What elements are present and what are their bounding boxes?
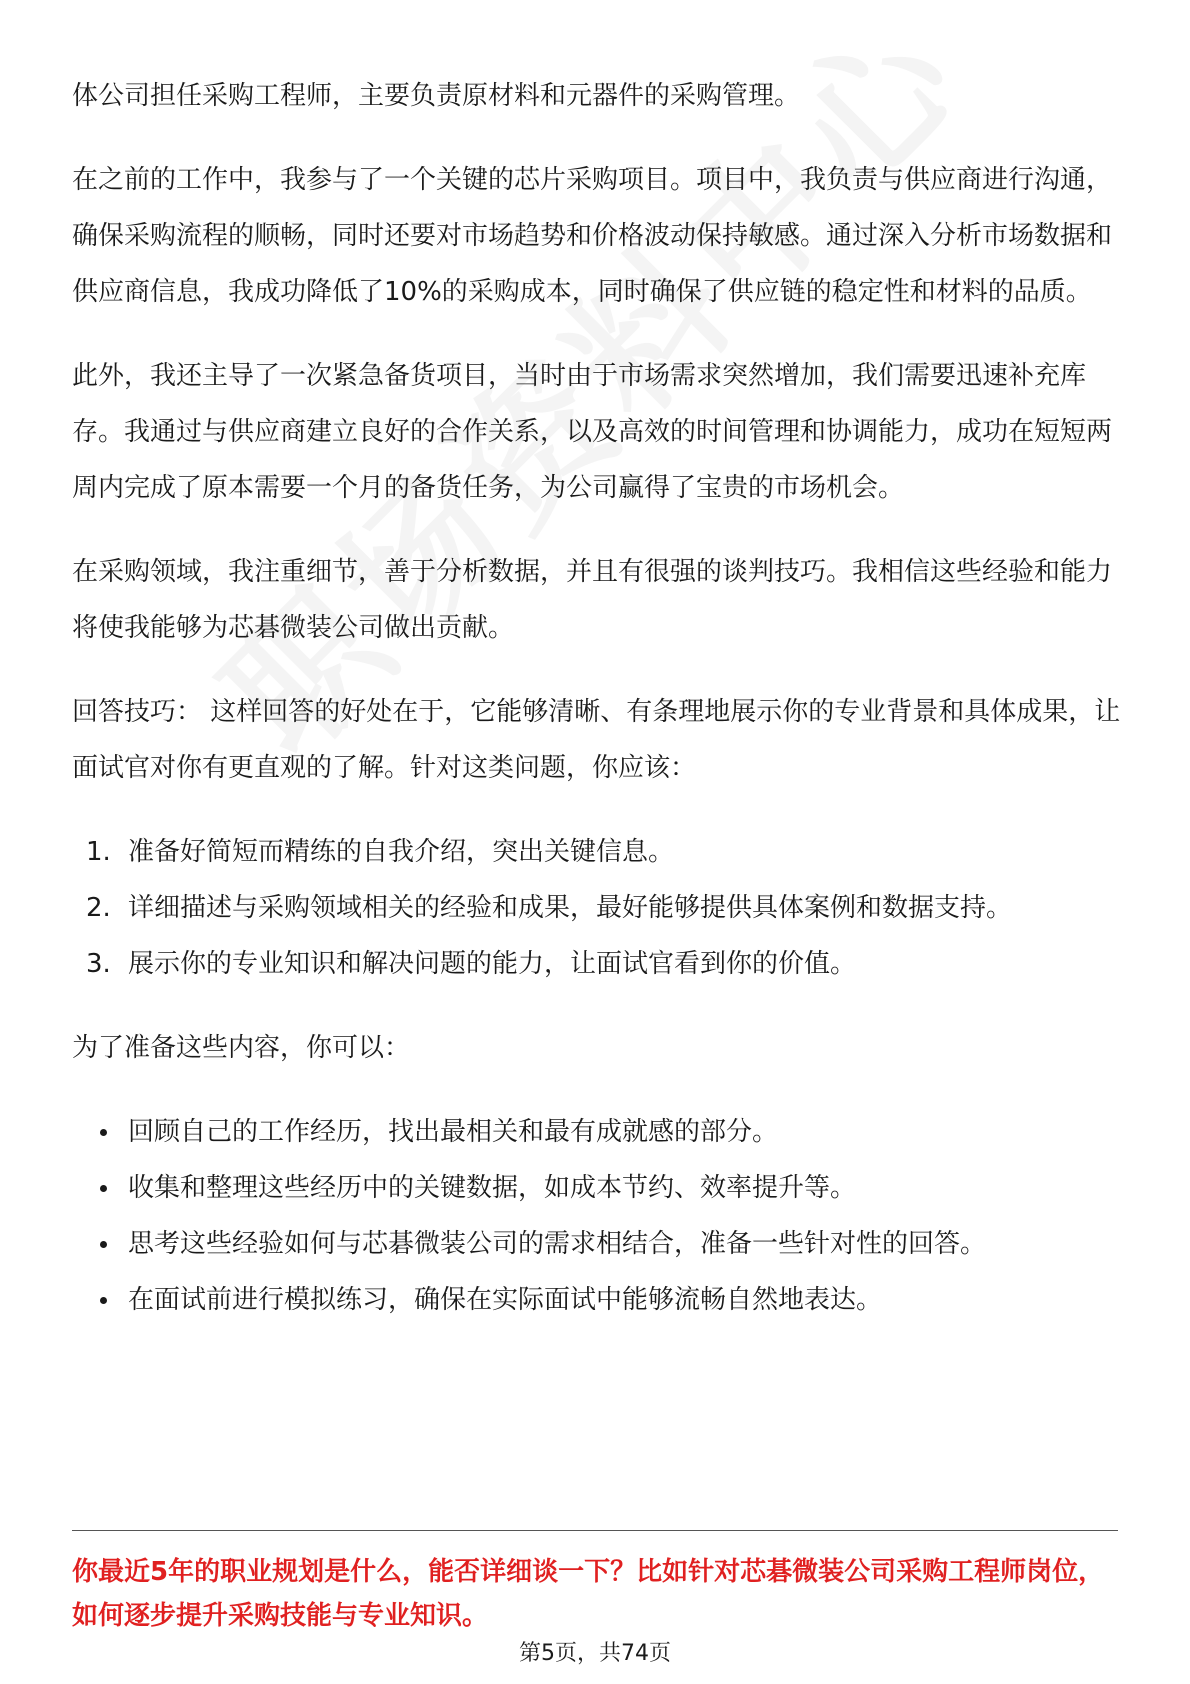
- bullet-icon: [100, 1297, 107, 1304]
- list-item-text: 展示你的专业知识和解决问题的能力，让面试官看到你的价值。: [128, 949, 857, 979]
- paragraph-strengths: 在采购领域，我注重细节，善于分析数据，并且有很强的谈判技巧。我相信这些经验和能力将使我能够为芯碁微装公司做出贡献。: [72, 557, 1113, 643]
- bullet-icon: [100, 1185, 107, 1192]
- list-item-text: 准备好简短而精练的自我介绍，突出关键信息。: [128, 837, 675, 867]
- list-item: [72, 1216, 1122, 1272]
- paragraph-chip-project: 在之前的工作中，我参与了一个关键的芯片采购项目。项目中，我负责与供应商进行沟通，确保采购流程的顺畅，同时还要对市场趋势和价格波动保持敏感。通过深入分析市场数据和供应商信息，我成功降低了10%的采购成本，同时确保了供应链的稳定性和材料的品质。: [72, 165, 1113, 307]
- list-item-text: 详细描述与采购领域相关的经验和成果，最好能够提供具体案例和数据支持。: [128, 893, 1013, 923]
- list-item-text: 思考这些经验如何与芯碁微装公司的需求相结合，准备一些针对性的回答。: [128, 1229, 987, 1259]
- list-item: [72, 936, 1122, 992]
- section-divider: [72, 1530, 1118, 1531]
- list-item-text: 回顾自己的工作经历，找出最相关和最有成就感的部分。: [128, 1117, 779, 1147]
- preparation-bullet-list: [72, 1104, 1122, 1328]
- list-number: 1.: [86, 837, 111, 867]
- list-item-text: 在面试前进行模拟练习，确保在实际面试中能够流畅自然地表达。: [128, 1285, 883, 1315]
- list-item-text: 收集和整理这些经历中的关键数据，如成本节约、效率提升等。: [128, 1173, 857, 1203]
- paragraph-emergency-stock: 此外，我还主导了一次紧急备货项目，当时由于市场需求突然增加，我们需要迅速补充库存。我通过与供应商建立良好的合作关系，以及高效的时间管理和协调能力，成功在短短两周内完成了原本需要一个月的备货任务，为公司赢得了宝贵的市场机会。: [72, 361, 1113, 503]
- ordered-tips-list: [72, 824, 1122, 992]
- list-item: [72, 1160, 1122, 1216]
- paragraph-bullets-intro: 为了准备这些内容，你可以：: [72, 1033, 411, 1063]
- list-item: [72, 1272, 1122, 1328]
- bullet-icon: [100, 1241, 107, 1248]
- list-item: [72, 1104, 1122, 1160]
- bullet-icon: [100, 1129, 107, 1136]
- next-question-heading: 你最近5年的职业规划是什么，能否详细谈一下？比如针对芯碁微装公司采购工程师岗位，如何逐步提升采购技能与专业知识。: [72, 1557, 1105, 1631]
- list-number: 2.: [86, 893, 111, 923]
- list-number: 3.: [86, 949, 111, 979]
- page-content: [72, 68, 1122, 1356]
- page-number-footer: 第5页，共74页: [519, 1641, 671, 1666]
- list-item: [72, 824, 1122, 880]
- paragraph-intro: 体公司担任采购工程师，主要负责原材料和元器件的采购管理。: [72, 81, 801, 111]
- paragraph-answer-tips: 回答技巧： 这样回答的好处在于，它能够清晰、有条理地展示你的专业背景和具体成果，让面试官对你有更直观的了解。针对这类问题，你应该：: [72, 697, 1121, 783]
- list-item: [72, 880, 1122, 936]
